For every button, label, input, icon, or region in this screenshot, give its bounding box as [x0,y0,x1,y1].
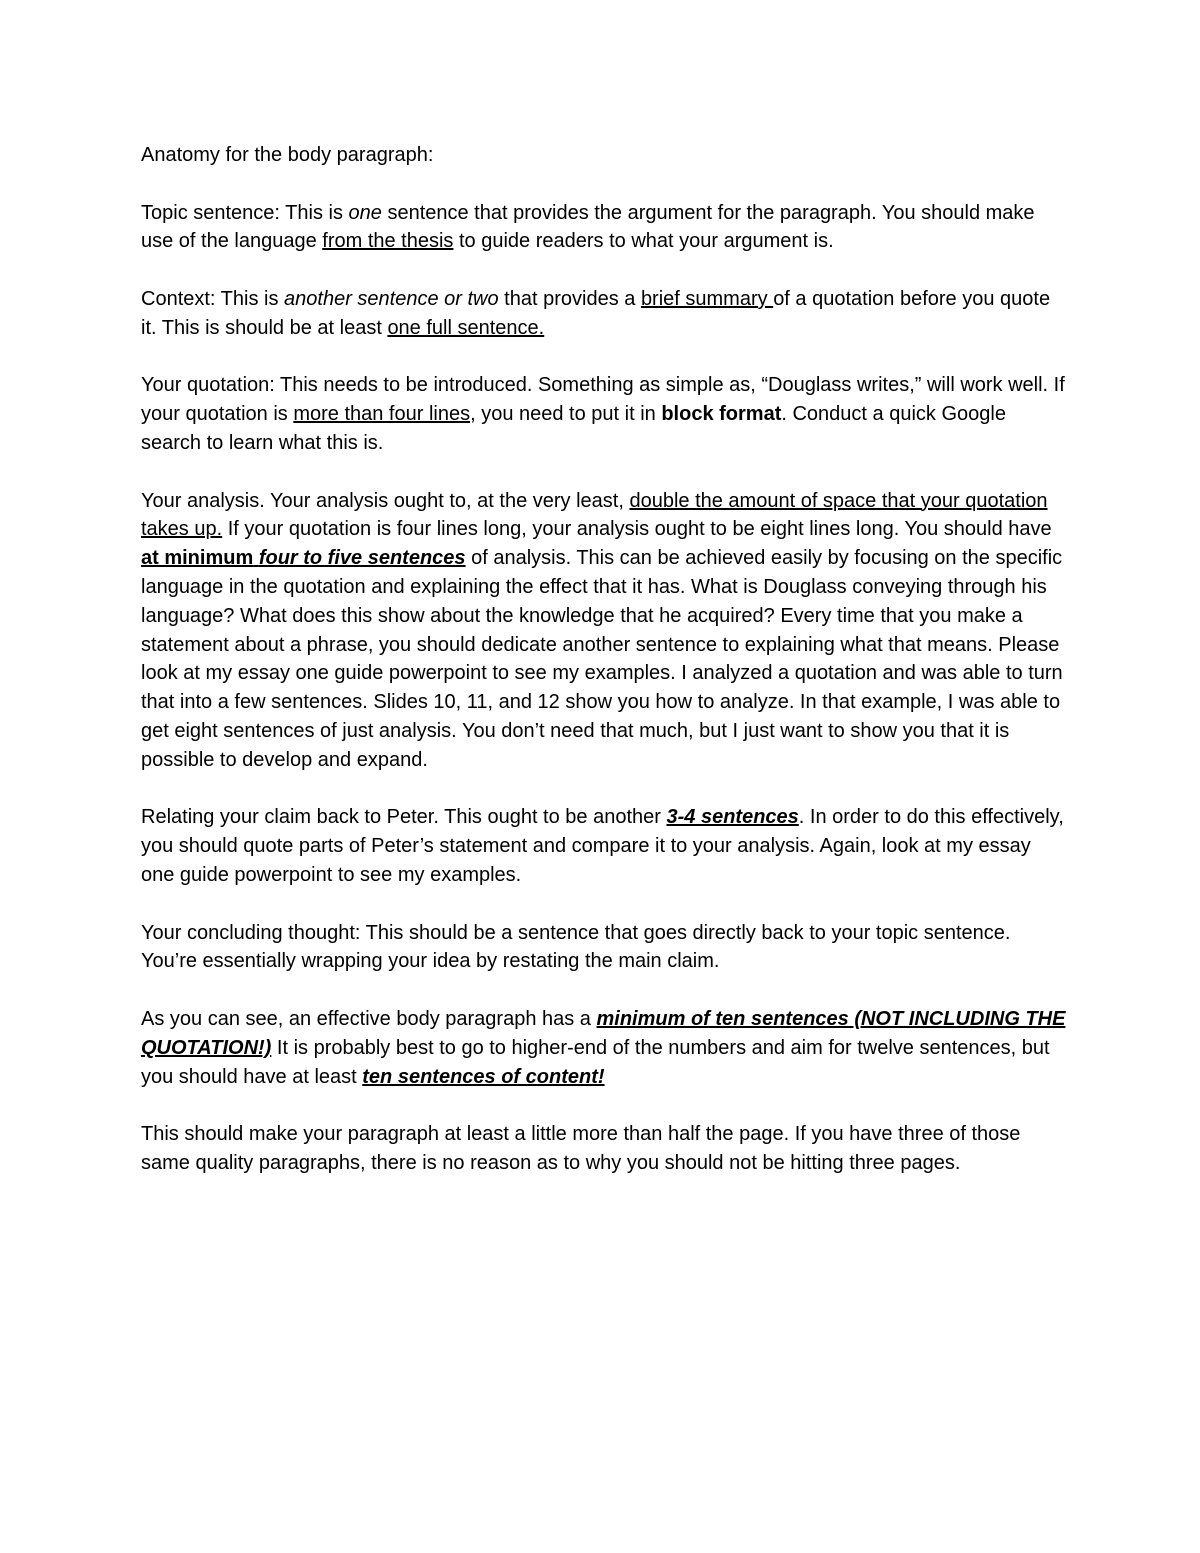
analysis-text-3: of analysis. This can be achieved easily by focusing on the specific language in the quotation and explaining the effect that it has. What is Douglass conveying through his language? What does this show about the knowledge that he acquired? Every time that you make a statement about a phrase, you should dedicate another sentence to explaining what that means. Please look at my essay one guide powerpoint to see my examples. I analyzed a quotation and was able to turn that into a few sentences. Slides 10, 11, and 12 show you how to analyze. In that example, I was able to get eight sentences of just analysis. You don’t need that much, but I just want to show you that it is possible to develop and expand. [141,547,1063,771]
relating-bold-italic-count: 3-4 sentences [666,806,799,829]
analysis-underline-double: double the amount of space that your quotation takes up. [141,489,1048,541]
relating-text-2: . In order to do this effectively, you should quote parts of Peter’s statement and compare it to your analysis. Again, look at my essay one guide powerpoint to see my examples. [141,806,1064,886]
quotation-underline-lines: more than four lines [293,403,471,426]
quotation-paragraph [141,371,1066,457]
topic-underline-thesis: from the thesis [322,230,454,253]
summary-bold-italic-minimum: minimum of ten sentences (NOT INCLUDING THE QUOTATION!) [141,1007,1066,1059]
summary-paragraph [141,1005,1066,1091]
closing-paragraph [141,1120,1066,1178]
relating-paragraph [141,803,1066,889]
summary-text-2: It is probably best to go to higher-end of the numbers and aim for twelve sentences, but you should have at least [141,1036,1050,1088]
analysis-paragraph [141,487,1066,775]
topic-emphasis-one: one [348,201,382,224]
context-underline-sentence: one full sentence. [387,316,545,339]
title-text: Anatomy for the body paragraph: [141,144,434,166]
context-text-1: Context: This is [141,287,285,310]
topic-sentence-paragraph [141,199,1066,257]
context-text-2: that provides a [498,287,641,310]
quotation-text-1: Your quotation: This needs to be introduced. Something as simple as, “Douglass writes,” will work well. If your quotation is [141,374,1065,426]
concluding-text: Your concluding thought: This should be a sentence that goes directly back to your topic sentence. You’re essentially wrapping your idea by restating the main claim. [141,921,1011,973]
context-underline-summary: brief summary [640,287,774,310]
summary-text-1: As you can see, an effective body paragraph has a [141,1007,597,1030]
analysis-bold-italic-sentences: four to five sentences [258,547,466,570]
document-page [141,141,1066,1206]
topic-text-3: to guide readers to what your argument is. [453,230,834,253]
analysis-bold-minimum: at minimum [141,547,254,570]
document-title [141,141,1066,170]
topic-text-1: Topic sentence: This is [141,201,349,224]
summary-bold-italic-content: ten sentences of content! [362,1065,605,1088]
context-paragraph [141,285,1066,343]
context-text-3: of a quotation before you quote it. This is should be at least [141,287,1051,339]
concluding-paragraph [141,919,1066,977]
context-emphasis: another sentence or two [284,287,499,310]
quotation-bold-block-format: block format [661,403,782,426]
analysis-text-2: If your quotation is four lines long, your analysis ought to be eight lines long. You should have [222,518,1052,541]
quotation-text-2: , you need to put it in [470,403,662,426]
analysis-text-1: Your analysis. Your analysis ought to, at the very least, [141,489,630,512]
topic-text-2: sentence that provides the argument for the paragraph. You should make use of the language [141,201,1035,253]
relating-text-1: Relating your claim back to Peter. This ought to be another [141,806,667,829]
closing-text: This should make your paragraph at least a little more than half the page. If you have three of those same quality paragraphs, there is no reason as to why you should not be hitting three pages. [141,1123,1021,1174]
quotation-text-3: . Conduct a quick Google search to learn what this is. [141,403,1006,454]
